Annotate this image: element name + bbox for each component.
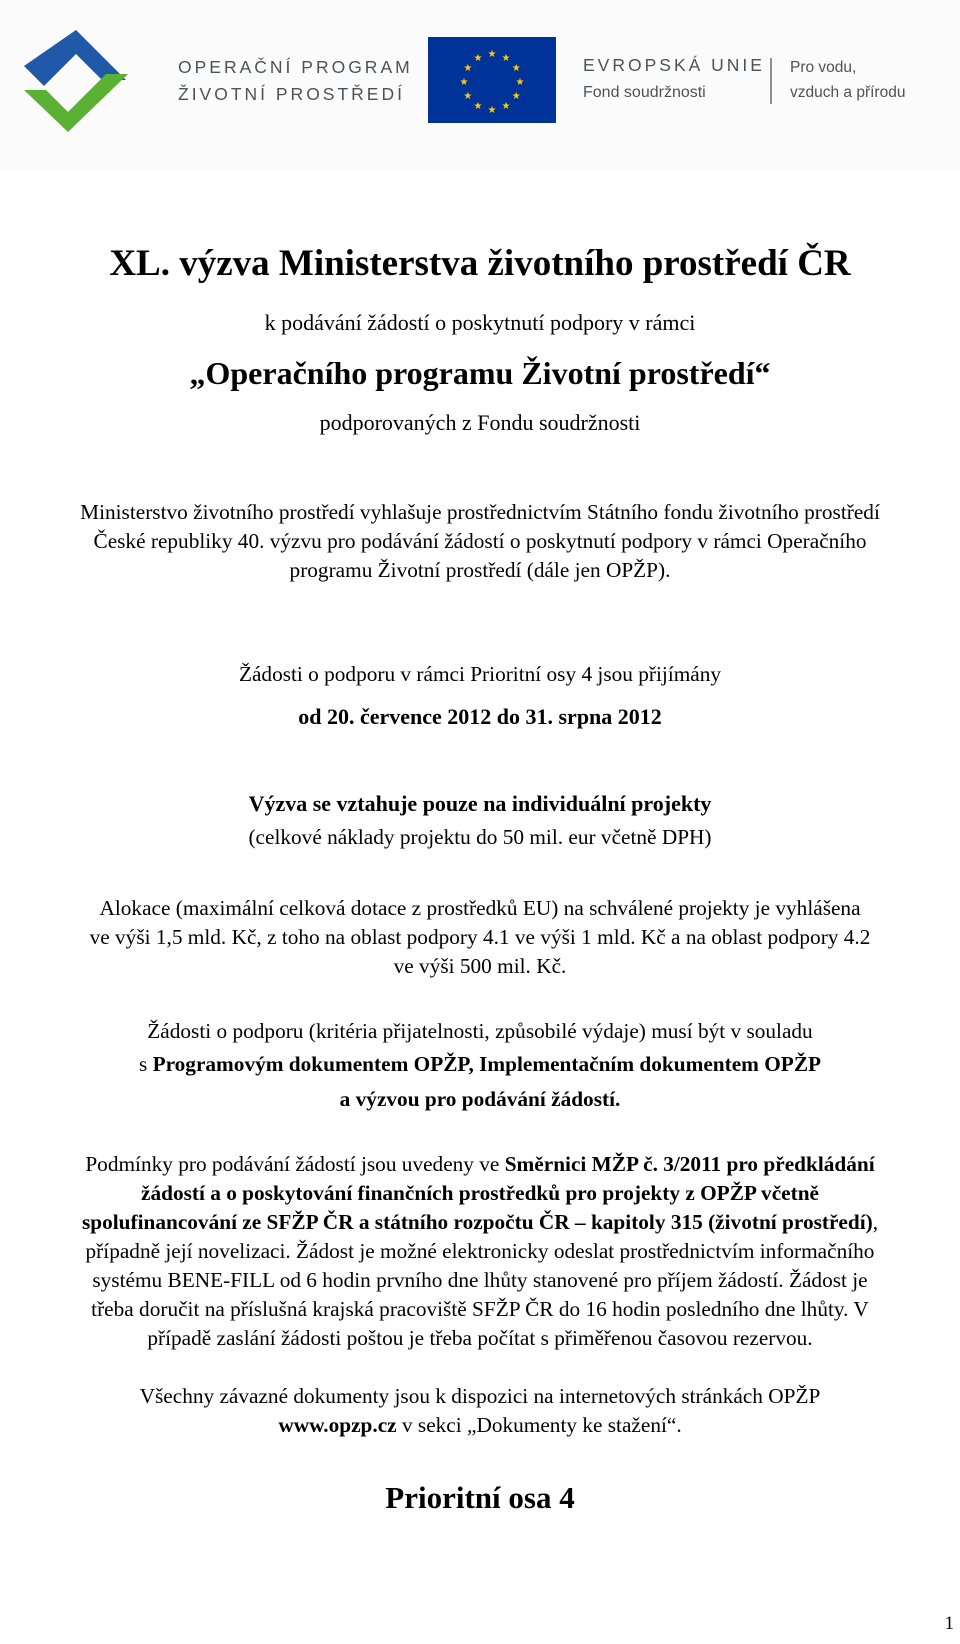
svg-text:★: ★ [511,63,521,74]
allocation-line-2: ve výši 1,5 mld. Kč, z toho na oblast podpory 4.1 ve výši 1 mld. Kč a na oblast podpory 4.2 [89,925,871,949]
conditions-line-4: případně její novelizaci. Žádost je možné elektronicky odeslat prostřednictvím informačního [85,1239,875,1263]
directive-name-part-1: Směrnici MŽP č. 3/2011 pro předkládání [504,1152,875,1176]
eu-fund: Fond soudržnosti [583,84,706,101]
svg-text:★: ★ [487,49,497,60]
documents-section: v sekci „Dokumenty ke stažení“. [396,1413,682,1437]
opzp-logo-icon [24,28,154,132]
compliance-prefix: s [138,1052,153,1076]
header-motto [790,55,905,105]
priority-axis-heading: Prioritní osa 4 [385,1480,575,1515]
directive-comma: , [872,1210,879,1234]
directive-name-part-2: žádostí a o poskytování finančních prostředků pro projekty z OPŽP včetně [141,1181,819,1205]
acceptance-paragraph: Žádosti o podporu v rámci Prioritní osy 4 jsou přijímány [238,662,722,686]
eu-logo-text [583,52,765,105]
motto-line-1: Pro vodu, [790,59,857,76]
allocation-line-1: Alokace (maximální celková dotace z prostředků EU) na schválené projekty je vyhlášena [99,896,861,920]
svg-text:★: ★ [473,52,483,64]
header-divider [770,58,772,104]
svg-text:★: ★ [473,101,483,113]
acceptance-dates: od 20. července 2012 do 31. srpna 2012 [298,704,662,729]
svg-text:★: ★ [511,91,521,102]
compliance-documents: Programovým dokumentem OPŽP, Implementačním dokumentem OPŽP [152,1052,822,1076]
documents-line-1: Všechny závazné dokumenty jsou k dispozici na internetových stránkách OPŽP [139,1384,821,1408]
opzp-logo-line-2: ŽIVOTNÍ PROSTŘEDÍ [178,84,405,104]
program-name: „Operačního programu Životní prostředí“ [189,355,771,391]
svg-text:★: ★ [463,63,473,74]
conditions-paragraph [0,1150,960,1353]
svg-text:★: ★ [501,101,511,113]
conditions-line-1 [0,1150,960,1179]
compliance-line-1: Žádosti o podporu (kritéria přijatelnosti, způsobilé výdaje) musí být v souladu [147,1019,813,1043]
intro-line-1: Ministerstvo životního prostředí vyhlašuje prostřednictvím Státního fondu životního prostředí [80,500,880,524]
compliance-line-2 [0,1050,960,1079]
opzp-website-link[interactable]: www.opzp.cz [278,1413,397,1437]
svg-text:★: ★ [501,52,511,64]
svg-text:★: ★ [487,105,497,116]
project-cost-note: (celkové náklady projektu do 50 mil. eur včetně DPH) [248,825,712,849]
intro-line-2: České republiky 40. výzvu pro podávání žádostí o poskytnutí podpory v rámci Operačního [93,529,867,553]
eu-name: EVROPSKÁ UNIE [583,55,765,75]
opzp-logo-line-1: OPERAČNÍ PROGRAM [178,57,413,77]
svg-text:★: ★ [459,77,469,88]
document-title: XL. výzva Ministerstva životního prostředí ČR [109,243,851,284]
conditions-line-5: systému BENE-FILL od 6 hodin prvního dne lhůty stanovené pro příjem žádostí. Žádost je [92,1268,868,1292]
svg-text:★: ★ [463,91,473,102]
directive-name-part-3: spolufinancování ze SFŽP ČR a státního rozpočtu ČR – kapitoly 315 (životní prostředí) [81,1210,873,1234]
conditions-line-7: případě zaslání žádosti poštou je třeba počítat s přiměřenou časovou rezervou. [147,1326,813,1350]
conditions-line-6: třeba doručit na příslušná krajská pracoviště SFŽP ČR do 16 hodin posledního dne lhůty. V [91,1297,869,1321]
documents-paragraph [0,1382,960,1440]
intro-paragraph [0,498,960,585]
opzp-logo-text [178,54,413,108]
compliance-line-3: a výzvou pro podávání žádostí. [339,1087,621,1111]
document-subtitle: k podávání žádostí o poskytnutí podpory v rámci [264,310,696,335]
eu-flag-icon [428,37,556,123]
conditions-intro: Podmínky pro podávání žádostí jsou uvedeny ve [85,1152,505,1176]
fund-line: podporovaných z Fondu soudržnosti [319,410,641,435]
page-number: 1 [944,1613,954,1634]
allocation-line-3: ve výši 500 mil. Kč. [393,954,567,978]
intro-line-3: programu Životní prostředí (dále jen OPŽP). [289,558,671,582]
conditions-line-2 [0,1179,960,1208]
header-banner [0,0,960,170]
motto-line-2: vzduch a přírodu [790,84,906,101]
svg-text:★: ★ [515,77,525,88]
individual-projects-heading: Výzva se vztahuje pouze na individuální projekty [248,791,712,816]
conditions-line-3 [0,1208,960,1237]
documents-line-2 [0,1411,960,1440]
allocation-paragraph [0,894,960,981]
